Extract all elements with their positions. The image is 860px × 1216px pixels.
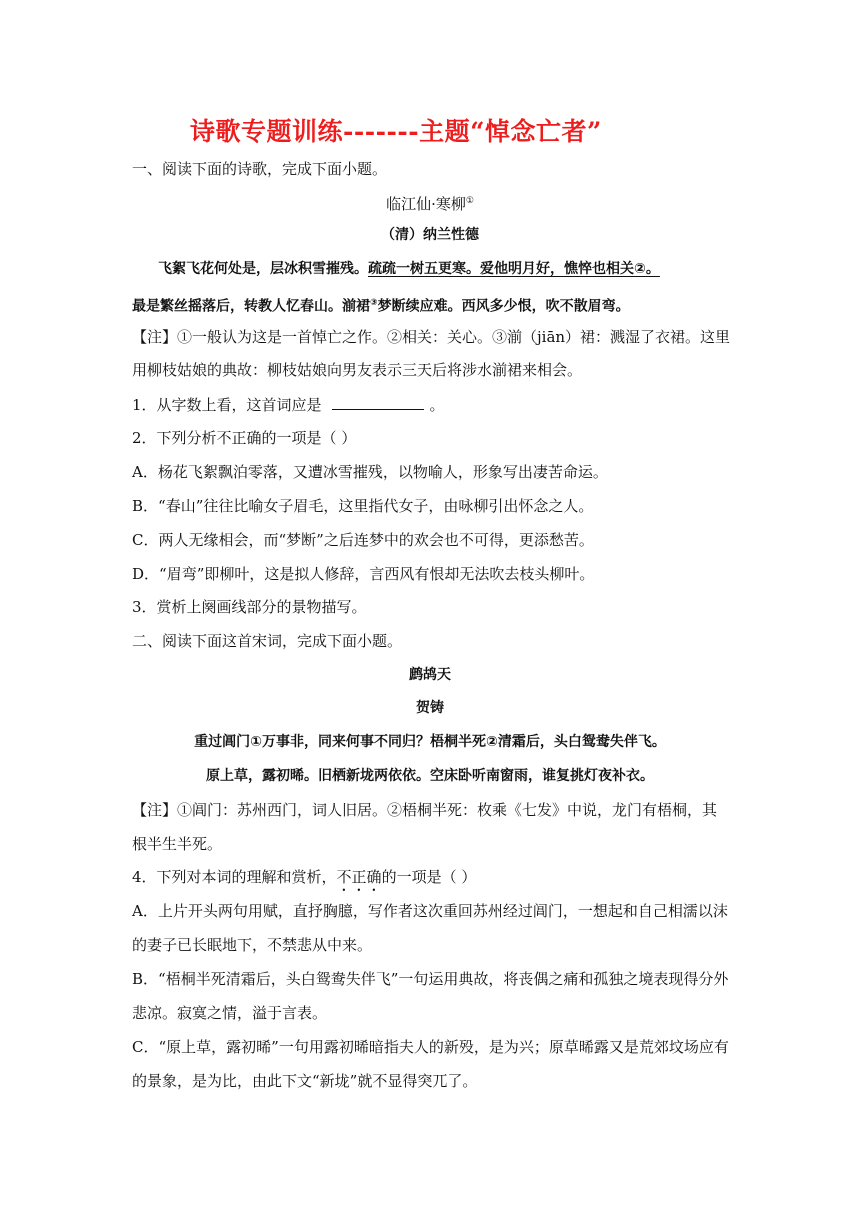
question-2: 2．下列分析不正确的一项是（ ） <box>132 429 357 447</box>
question-4-option-c-cont: 的景象，是为比，由此下文“新垅”就不显得突兀了。 <box>132 1072 478 1090</box>
poem1-underlined-text: 疏疏一树五更寒。爱他明月好，憔悴也相关②。 <box>368 261 660 277</box>
poem1-note-cont: 用柳枝姑娘的典故：柳枝姑娘向男友表示三天后将涉水湔裙来相会。 <box>132 361 583 379</box>
answer-blank[interactable] <box>332 395 424 410</box>
section2-heading: 二、阅读下面这首宋词，完成下面小题。 <box>132 632 403 650</box>
page-title: 诗歌专题训练-------主题“悼念亡者” <box>190 117 602 146</box>
poem2-note: 【注】①阊门：苏州西门，词人旧居。②梧桐半死：枚乘《七发》中说，龙门有梧桐，其 <box>132 801 718 819</box>
emphasis-text: 不正确 <box>336 868 382 886</box>
question-4-option-a: A．上片开头两句用赋，直抒胸臆，写作者这次重回苏州经过阊门，一想起和自己相濡以沫 <box>132 902 728 920</box>
question-2-option-d: D．“眉弯”即柳叶，这是拟人修辞，言西风有恨却无法吹去枝头柳叶。 <box>132 565 595 583</box>
question-4: 4．下列对本词的理解和赏析，不正确的一项是（ ） <box>132 868 477 886</box>
question-4-option-c: C．“原上草，露初晞”一句用露初晞暗指夫人的新殁，是为兴；原草晞露又是荒郊坟场应有 <box>132 1038 729 1056</box>
poem2-note-cont: 根半生半死。 <box>132 835 223 853</box>
section1-heading: 一、阅读下面的诗歌，完成下面小题。 <box>132 160 388 178</box>
question-2-option-b: B．“春山”往往比喻女子眉毛，这里指代女子，由咏柳引出怀念之人。 <box>132 497 594 515</box>
poem2-title: 鹧鸪天 <box>409 667 451 683</box>
poem1-line2: 最是繁丝摇落后，转教人忆春山。湔裙③梦断续应难。西风多少恨，吹不散眉弯。 <box>132 298 630 315</box>
poem2-author: 贺铸 <box>416 700 444 716</box>
poem2-line2: 原上草，露初晞。旧栖新垅两依依。空床卧听南窗雨，谁复挑灯夜补衣。 <box>206 768 654 784</box>
question-1: 1．从字数上看，这首词应是 。 <box>132 396 445 414</box>
question-4-option-b: B．“梧桐半死清霜后，头白鸳鸯失伴飞”一句运用典故，将丧偶之痛和孤独之境表现得分外 <box>132 970 729 988</box>
question-4-option-a-cont: 的妻子已长眠地下，不禁悲从中来。 <box>132 936 373 954</box>
poem1-note: 【注】①一般认为这是一首悼亡之作。②相关：关心。③湔（jiān）裙：溅湿了衣裙。这里 <box>132 328 731 346</box>
poem1-author: （清）纳兰性德 <box>381 227 479 243</box>
question-2-option-a: A．杨花飞絮飘泊零落，又遭冰雪摧残，以物喻人，形象写出凄苦命运。 <box>132 463 608 481</box>
poem2-line1: 重过阊门①万事非，同来何事不同归？梧桐半死②清霜后，头白鸳鸯失伴飞。 <box>194 734 666 750</box>
question-3: 3．赏析上阕画线部分的景物描写。 <box>132 598 367 616</box>
question-2-option-c: C．两人无缘相会，而“梦断”之后连梦中的欢会也不可得，更添愁苦。 <box>132 531 594 549</box>
poem1-line1: 飞絮飞花何处是，层冰积雪摧残。疏疏一树五更寒。爱他明月好，憔悴也相关②。 <box>158 261 660 277</box>
poem1-title: 临江仙·寒柳① <box>386 195 474 213</box>
question-4-option-b-cont: 悲凉。寂寞之情，溢于言表。 <box>132 1004 328 1022</box>
